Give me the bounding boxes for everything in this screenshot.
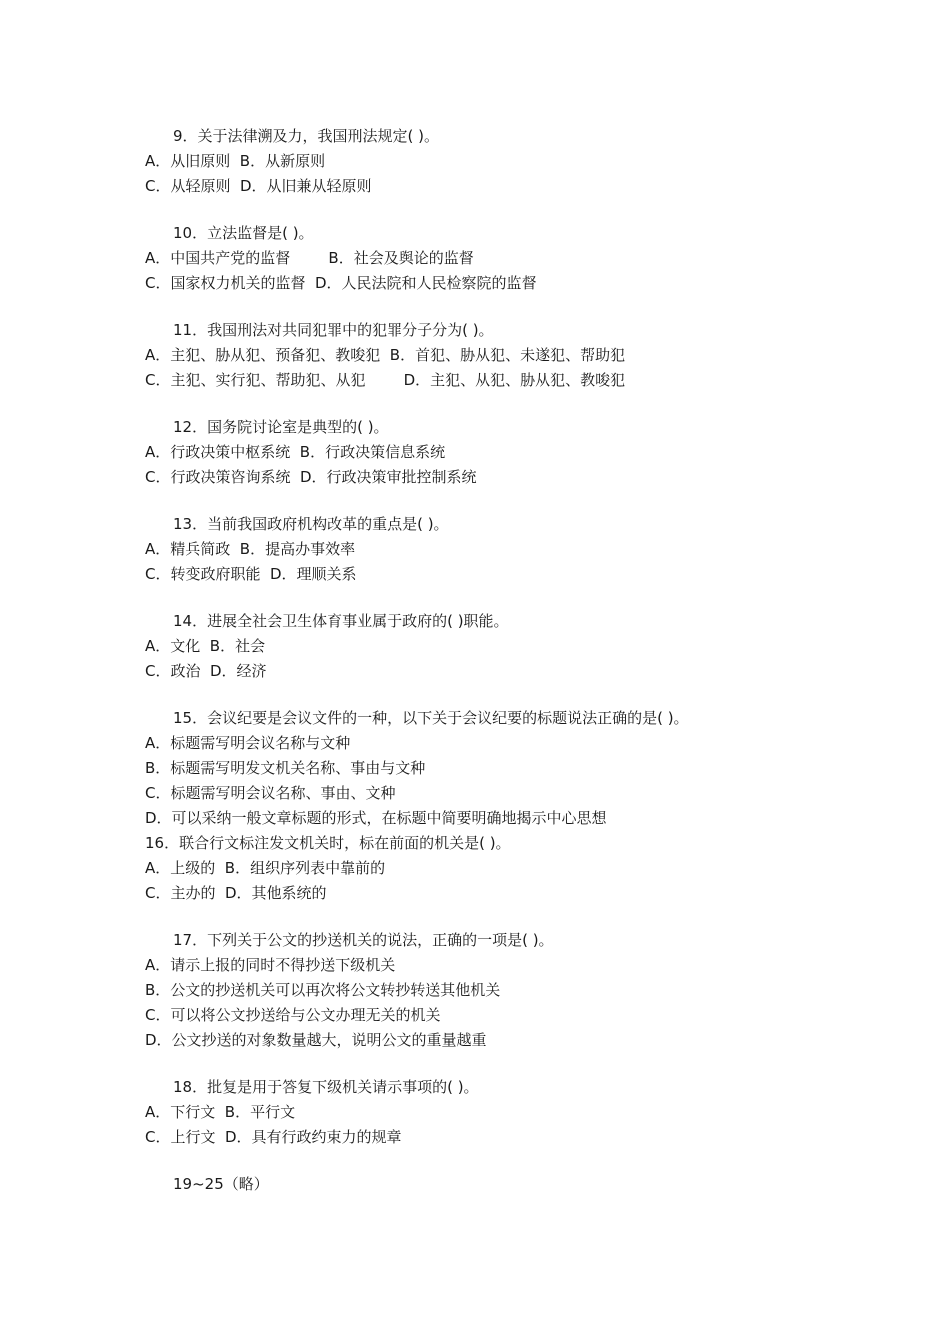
question-18-options-ab: A．下行文 B．平行文	[145, 1103, 296, 1121]
question-17-option-c: C．可以将公文抄送给与公文办理无关的机关	[145, 1006, 441, 1024]
question-17-option-b: B．公文的抄送机关可以再次将公文转抄转送其他机关	[145, 981, 501, 999]
question-14-stem: 14．进展全社会卫生体育事业属于政府的( )职能。	[173, 612, 509, 630]
question-11-options-cd: C．主犯、实行犯、帮助犯、从犯 D．主犯、从犯、胁从犯、教唆犯	[145, 371, 626, 389]
question-12-stem: 12．国务院讨论室是典型的( )。	[173, 418, 389, 436]
question-13-options-cd: C．转变政府职能 D．理顺关系	[145, 565, 357, 583]
question-13-options-ab: A．精兵简政 B．提高办事效率	[145, 540, 356, 558]
question-10-stem: 10．立法监督是( )。	[173, 224, 314, 242]
question-13-stem: 13．当前我国政府机构改革的重点是( )。	[173, 515, 449, 533]
question-11-options-ab: A．主犯、胁从犯、预备犯、教唆犯 B．首犯、胁从犯、未遂犯、帮助犯	[145, 346, 626, 364]
question-14-options-ab: A．文化 B．社会	[145, 637, 266, 655]
question-15-option-a: A．标题需写明会议名称与文种	[145, 734, 351, 752]
question-16-options-ab: A．上级的 B．组织序列表中靠前的	[145, 859, 386, 877]
question-12-options-cd: C．行政决策咨询系统 D．行政决策审批控制系统	[145, 468, 477, 486]
question-17-stem: 17．下列关于公文的抄送机关的说法，正确的一项是( )。	[173, 931, 554, 949]
question-17-option-d: D．公文抄送的对象数量越大，说明公文的重量越重	[145, 1031, 487, 1049]
question-16-options-cd: C．主办的 D．其他系统的	[145, 884, 327, 902]
question-15-option-d: D．可以采纳一般文章标题的形式，在标题中简要明确地揭示中心思想	[145, 809, 607, 827]
question-11-stem: 11．我国刑法对共同犯罪中的犯罪分子分为( )。	[173, 321, 494, 339]
questions-19-25-omitted: 19~25（略）	[173, 1175, 269, 1193]
question-9-options-cd: C．从轻原则 D．从旧兼从轻原则	[145, 177, 372, 195]
question-15-option-b: B．标题需写明发文机关名称、事由与文种	[145, 759, 426, 777]
question-12-options-ab: A．行政决策中枢系统 B．行政决策信息系统	[145, 443, 446, 461]
question-18-options-cd: C．上行文 D．具有行政约束力的规章	[145, 1128, 402, 1146]
question-16-stem: 16．联合行文标注发文机关时，标在前面的机关是( )。	[145, 834, 511, 852]
question-14-options-cd: C．政治 D．经济	[145, 662, 267, 680]
question-10-options-cd: C．国家权力机关的监督 D．人民法院和人民检察院的监督	[145, 274, 537, 292]
question-18-stem: 18．批复是用于答复下级机关请示事项的( )。	[173, 1078, 479, 1096]
document-page	[145, 124, 845, 1197]
question-10-options-ab: A．中国共产党的监督 B．社会及舆论的监督	[145, 249, 474, 267]
question-9-stem: 9．关于法律溯及力，我国刑法规定( )。	[173, 127, 440, 145]
question-17-option-a: A．请示上报的同时不得抄送下级机关	[145, 956, 396, 974]
question-9-options-ab: A．从旧原则 B．从新原则	[145, 152, 326, 170]
question-15-option-c: C．标题需写明会议名称、事由、文种	[145, 784, 396, 802]
question-15-stem: 15．会议纪要是会议文件的一种，以下关于会议纪要的标题说法正确的是( )。	[173, 709, 689, 727]
